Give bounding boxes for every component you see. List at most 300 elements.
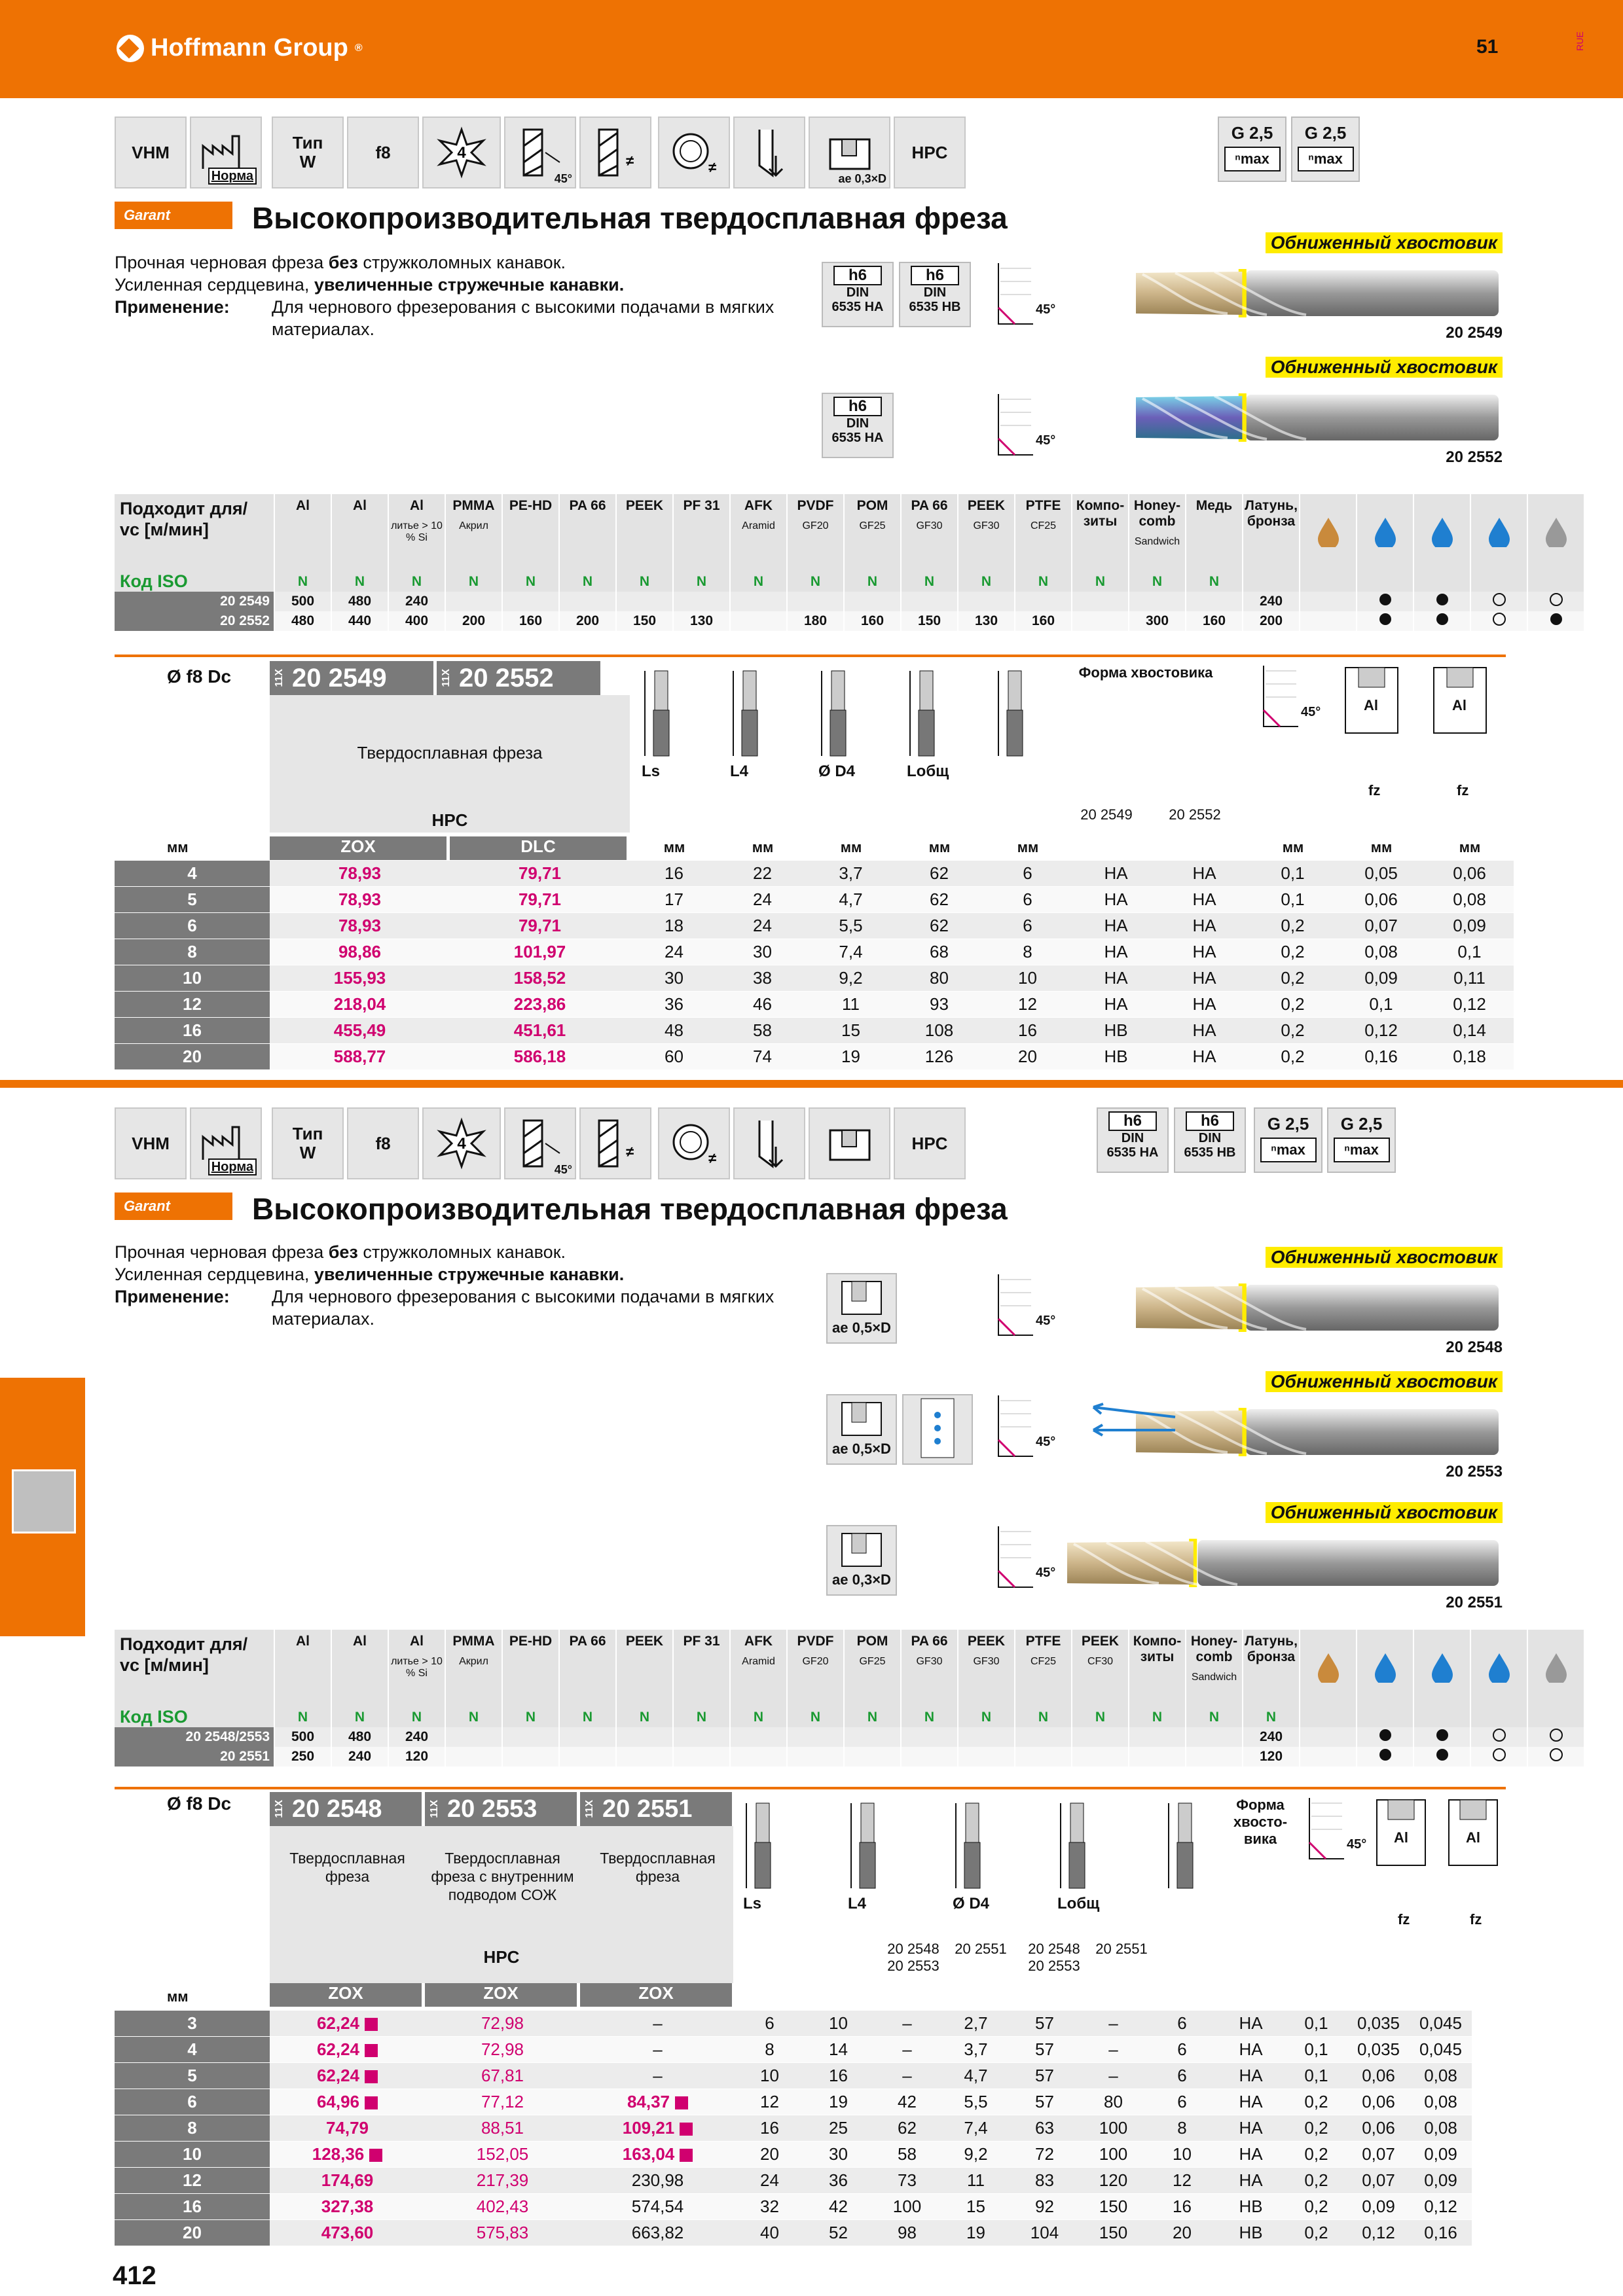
cell: HA <box>1072 887 1160 913</box>
hpc-label-1: HPC <box>431 810 468 830</box>
cell: 0,06 <box>1347 2089 1410 2115</box>
data-row <box>115 965 1514 992</box>
price-value: 402,43 <box>476 2197 529 2216</box>
material-sub: Aramid <box>742 520 775 531</box>
vc-value <box>958 1747 1015 1767</box>
cell: HB <box>1216 2194 1285 2220</box>
price-value: 327,38 <box>321 2197 374 2216</box>
data-row <box>115 939 1514 965</box>
vc-value <box>502 1727 559 1747</box>
cell: 0,1 <box>1285 2011 1347 2037</box>
material-name: Al <box>296 498 310 513</box>
sub-b-1: 20 2551 <box>955 1941 1007 1957</box>
language-code: RUE <box>1574 31 1585 51</box>
vc-value <box>502 592 559 611</box>
iso-code-9: N <box>787 571 844 592</box>
g-box-top: G 2,5 <box>1340 1114 1383 1134</box>
price-value: 84,37 <box>627 2092 670 2111</box>
col2-drawing-3 <box>1057 1797 1123 1921</box>
shank-din: DIN <box>846 416 869 431</box>
price-cell <box>425 2011 580 2037</box>
page-number: 51 <box>1476 36 1499 58</box>
cell: 15 <box>807 1018 895 1044</box>
cell: 0,12 <box>1337 1018 1425 1044</box>
hpc-label: HPC <box>894 117 966 188</box>
material-5 <box>559 494 616 571</box>
material-4 <box>502 494 559 571</box>
cell: 0,06 <box>1425 861 1514 887</box>
product2-name-0: Твердосплавная фреза <box>289 1850 405 1885</box>
cell: 72 <box>1010 2142 1079 2168</box>
article-header-0[interactable] <box>270 661 433 695</box>
cell: 0,2 <box>1249 1018 1337 1044</box>
cell: 0,14 <box>1425 1018 1514 1044</box>
cell: 0,035 <box>1347 2037 1410 2063</box>
mist-icon <box>1413 494 1470 571</box>
cell: 0,09 <box>1347 2194 1410 2220</box>
vc-cool-0 <box>1357 1727 1413 1747</box>
shank-h6: h6 <box>833 397 882 416</box>
vc-cool-1 <box>1413 592 1470 611</box>
price-cell <box>425 2142 580 2168</box>
material-sub: CF25 <box>1030 520 1057 531</box>
col-label: Ø D4 <box>818 762 856 780</box>
vc-cool-2 <box>1470 592 1527 611</box>
cell: 0,2 <box>1249 992 1337 1018</box>
application-row-2: Применение: Для чернового фрезерования с высокими подачами в мягких материалах. <box>115 1287 775 1329</box>
cell: 10 <box>115 965 270 992</box>
internal-coolant-icon <box>902 1394 973 1465</box>
material-name: PEEK <box>1081 1634 1120 1649</box>
tool-1 <box>1136 232 1503 344</box>
iso-code-5: N <box>559 1707 616 1727</box>
price-value: 88,51 <box>481 2118 524 2138</box>
size-cell: 5 <box>115 2063 270 2089</box>
vc-value: 400 <box>388 611 445 631</box>
angle-label: 45° <box>1301 705 1321 719</box>
cell: 30 <box>804 2142 873 2168</box>
cell: 92 <box>1010 2194 1079 2220</box>
stock-square-icon <box>365 2096 378 2109</box>
unit-1: мм <box>752 839 774 855</box>
cell: 0,09 <box>1410 2142 1472 2168</box>
iso-code-10: N <box>844 571 901 592</box>
article2-header-1[interactable] <box>425 1792 577 1826</box>
vc-cool-0 <box>1357 1747 1413 1767</box>
material-name: PA 66 <box>911 498 948 513</box>
cell: – <box>873 2063 941 2089</box>
iso-code-12: N <box>958 571 1015 592</box>
vc-cool-3 <box>1527 611 1584 631</box>
iso-label: Код ISO <box>115 571 274 592</box>
price-value: 663,82 <box>631 2223 684 2242</box>
unit2-label: мм <box>167 1988 189 2005</box>
unit-6: мм <box>1370 839 1393 855</box>
cell: 0,12 <box>1425 992 1514 1018</box>
mat-label-2: vc [м/мин] <box>120 520 209 539</box>
oil-drop-icon <box>1300 1630 1357 1707</box>
brand-logo[interactable] <box>117 34 363 62</box>
svg-text:≠: ≠ <box>625 1143 634 1160</box>
material-9 <box>787 494 844 571</box>
garant-badge-2: Garant <box>115 1193 232 1220</box>
price-value: 72,98 <box>481 2013 524 2033</box>
size-cell: 20 <box>115 2220 270 2246</box>
vc-value: 440 <box>331 611 388 631</box>
cell: 73 <box>873 2168 941 2194</box>
material-11 <box>901 1630 958 1707</box>
cell: 0,08 <box>1425 887 1514 913</box>
cell: 120 <box>1079 2168 1148 2194</box>
vc-value <box>1072 1747 1129 1767</box>
tool-shank-label: Обниженный хвостовик <box>1266 232 1503 253</box>
data-row <box>115 2011 1472 2037</box>
material-name: Al <box>353 1634 367 1649</box>
cell: – <box>873 2011 941 2037</box>
iso-code-16: N <box>1186 571 1243 592</box>
dia-label: Ø f8 Dc <box>167 666 232 687</box>
x-label: 11X <box>584 1800 595 1818</box>
iso-code-7: N <box>673 571 730 592</box>
tool-shank-label: Обниженный хвостовик <box>1266 1371 1503 1392</box>
optional-circle-icon <box>1493 1748 1506 1761</box>
price-cell <box>270 2063 425 2089</box>
brand-name: Hoffmann Group <box>151 34 348 62</box>
size-cell: 3 <box>115 2011 270 2037</box>
material-name: PMMA <box>452 498 495 513</box>
angle-45-icon-s2-1 <box>995 1394 1067 1460</box>
cell: 62 <box>873 2115 941 2142</box>
vc-value <box>1015 1727 1072 1747</box>
unit-4: мм <box>1017 839 1039 855</box>
cell: 12 <box>983 992 1072 1018</box>
price-value: 574,54 <box>631 2197 684 2216</box>
stock-square-icon <box>365 2044 378 2057</box>
col-drawing-3 <box>907 664 972 789</box>
material-sub: Акрил <box>459 520 488 531</box>
vc-value: 480 <box>331 592 388 611</box>
price-cell <box>580 2037 735 2063</box>
price-cell <box>270 2115 425 2142</box>
iso-label: Код ISO <box>115 1707 274 1727</box>
tool-body <box>1136 265 1503 321</box>
cell: 83 <box>1010 2168 1079 2194</box>
dry-icon <box>1470 1630 1527 1707</box>
cell: 150 <box>1079 2194 1148 2220</box>
cell: 6 <box>1148 2037 1216 2063</box>
cell: 0,045 <box>1410 2037 1472 2063</box>
cell: 11 <box>807 992 895 1018</box>
cell: 5,5 <box>807 913 895 939</box>
vc-value: 150 <box>901 611 958 631</box>
vc-value: 500 <box>274 1727 331 1747</box>
cell: 62 <box>895 887 983 913</box>
cell: HA <box>1072 861 1160 887</box>
ae-depth-icon <box>809 117 890 188</box>
cell: 24 <box>718 887 807 913</box>
cell: 0,09 <box>1410 2168 1472 2194</box>
unequal-pitch-icon-glyph <box>668 1117 720 1170</box>
cell: 0,09 <box>1425 913 1514 939</box>
suitable-dot-icon <box>1379 1749 1391 1761</box>
price-value: 163,04 <box>622 2144 675 2164</box>
cell: 62 <box>895 861 983 887</box>
material-10 <box>844 494 901 571</box>
price-cell <box>425 2168 580 2194</box>
section-separator <box>0 1080 1623 1088</box>
vc-value <box>1129 1727 1186 1747</box>
ae-label: ae 0,5×D <box>832 1319 891 1336</box>
cell: 48 <box>630 1018 718 1044</box>
article2-header-2[interactable] <box>580 1792 732 1826</box>
angle-label: 45° <box>1036 1566 1056 1580</box>
shank-std: 6535 HA <box>831 300 884 314</box>
size-cell: 12 <box>115 2168 270 2194</box>
data-row <box>115 1018 1514 1044</box>
material-2 <box>388 494 445 571</box>
emulsion-drop-icon <box>1357 494 1413 571</box>
slot-icon-glyph <box>824 1117 876 1170</box>
iso-code-6: N <box>616 1707 673 1727</box>
cell: 36 <box>630 992 718 1018</box>
iso-cool-3 <box>1470 1707 1527 1727</box>
x-label: 11X <box>429 1800 440 1818</box>
price-value: 77,12 <box>481 2092 524 2111</box>
article-header-1[interactable] <box>437 661 600 695</box>
material-name: PA 66 <box>569 498 606 513</box>
stock-square-icon <box>369 2149 382 2162</box>
slot-icon <box>809 1107 890 1179</box>
side-tab <box>0 1378 85 1636</box>
col-drawing-4 <box>995 664 1061 789</box>
section2-rows <box>115 2011 1472 2246</box>
material-sub: GF30 <box>973 1656 1000 1667</box>
cell: 63 <box>1010 2115 1079 2142</box>
col-label: Ø D4 <box>953 1895 990 1912</box>
vc-value <box>901 1727 958 1747</box>
material-1 <box>331 494 388 571</box>
vc-value <box>787 1747 844 1767</box>
price-cell <box>580 2194 735 2220</box>
material-name: PE-HD <box>509 498 553 513</box>
vc-value <box>1015 1747 1072 1767</box>
vc-value: 240 <box>1243 1727 1300 1747</box>
price-cell <box>425 2220 580 2246</box>
svg-text:4: 4 <box>457 144 466 162</box>
material-10 <box>844 1630 901 1707</box>
vc-value: 160 <box>1186 611 1243 631</box>
cell: 6 <box>115 913 270 939</box>
cell: 14 <box>804 2037 873 2063</box>
material-14 <box>1072 494 1129 571</box>
suitable-dot-icon <box>1550 613 1562 625</box>
iso-code-14: N <box>1072 571 1129 592</box>
cell: 0,12 <box>1347 2220 1410 2246</box>
fz-block-0 <box>1339 664 1417 798</box>
material-sub: GF30 <box>916 520 943 531</box>
fz-label: fz <box>1457 782 1469 798</box>
oil-drop-icon <box>1300 494 1357 571</box>
tool-shank-label: Обниженный хвостовик <box>1266 357 1503 378</box>
cell: 24 <box>718 913 807 939</box>
material-sub: Sandwich <box>1134 536 1180 547</box>
material-17 <box>1243 1630 1300 1707</box>
cell: 78,93 <box>270 861 450 887</box>
cell: 0,07 <box>1347 2168 1410 2194</box>
price-value: 62,24 <box>316 2066 360 2085</box>
iso-code-9: N <box>787 1707 844 1727</box>
section1-rows <box>115 861 1514 1070</box>
iso-cool-4 <box>1527 1707 1584 1727</box>
cell: 12 <box>1148 2168 1216 2194</box>
article2-header-0[interactable] <box>270 1792 422 1826</box>
cell: 6 <box>1148 2063 1216 2089</box>
cell: 7,4 <box>941 2115 1010 2142</box>
material-7 <box>673 494 730 571</box>
cell: 100 <box>1079 2115 1148 2142</box>
vc-value <box>1129 1747 1186 1767</box>
shank-form-label: Форма хвостовика <box>1078 664 1213 681</box>
cell: – <box>873 2037 941 2063</box>
iso-code-13: N <box>1015 1707 1072 1727</box>
iso-cool-2 <box>1413 1707 1470 1727</box>
cell: 0,08 <box>1410 2089 1472 2115</box>
cell: 6 <box>983 887 1072 913</box>
unequal-pitch-icon <box>658 1107 730 1179</box>
stock-square-icon <box>365 2070 378 2083</box>
cell: 0,12 <box>1410 2194 1472 2220</box>
unequal-helix-icon <box>579 1107 651 1179</box>
price-value: 74,79 <box>325 2118 369 2138</box>
price-cell <box>425 2194 580 2220</box>
data-row <box>115 2142 1472 2168</box>
material-name: Al <box>410 1634 424 1649</box>
suitable-dot-icon <box>1379 1729 1391 1741</box>
price-cell <box>580 2063 735 2089</box>
material-sub: GF25 <box>859 520 886 531</box>
unit-7: мм <box>1459 839 1481 855</box>
material-sub: CF25 <box>1030 1656 1057 1667</box>
price-value: 217,39 <box>476 2170 529 2190</box>
size-cell: 8 <box>115 2115 270 2142</box>
cell: 0,2 <box>1249 913 1337 939</box>
price-value: 67,81 <box>481 2066 524 2085</box>
cell: 68 <box>895 939 983 965</box>
suitable-dot-icon <box>1436 594 1448 605</box>
angle-label: 45° <box>1036 302 1056 317</box>
shank-din: DIN <box>1121 1131 1144 1145</box>
tool-3 <box>1136 1247 1503 1358</box>
material-14 <box>1072 1630 1129 1707</box>
coating2-2: ZOX <box>580 1983 732 2007</box>
cell: 57 <box>1010 2089 1079 2115</box>
material-name: Компо-зиты <box>1133 1634 1182 1664</box>
price-value: 473,60 <box>321 2223 374 2242</box>
article-number: 20 2551 <box>602 1795 693 1823</box>
iso-cool-1 <box>1357 1707 1413 1727</box>
fz2-block-0 <box>1372 1797 1440 1928</box>
price-value: 230,98 <box>631 2170 684 2190</box>
cell: 16 <box>983 1018 1072 1044</box>
material-name: PTFE <box>1025 1634 1061 1649</box>
tool-article: 20 2549 <box>1446 324 1503 342</box>
vc-value <box>616 592 673 611</box>
x-label: 11X <box>274 669 285 687</box>
cell: 42 <box>873 2089 941 2115</box>
price-value: – <box>653 2066 663 2085</box>
cell: 0,08 <box>1410 2115 1472 2142</box>
article-number: 20 2553 <box>447 1795 538 1823</box>
iso-code-8: N <box>730 1707 787 1727</box>
data-row <box>115 861 1514 887</box>
material-name: PEEK <box>625 498 664 513</box>
al-label: Al <box>1364 697 1378 713</box>
x-label: 11X <box>274 1800 285 1818</box>
section1-mat-table <box>115 494 1585 631</box>
vc-value: 240 <box>1243 592 1300 611</box>
data-row <box>115 1044 1514 1070</box>
cell: 40 <box>735 2220 804 2246</box>
cell: 30 <box>630 965 718 992</box>
cell: 0,1 <box>1285 2037 1347 2063</box>
cell: 24 <box>630 939 718 965</box>
vc-cool-3 <box>1527 1727 1584 1747</box>
vc-value <box>445 1727 502 1747</box>
vc-value <box>616 1727 673 1747</box>
angle-label: 45° <box>1036 1314 1056 1328</box>
vc-value: 120 <box>388 1747 445 1767</box>
cell: 5,5 <box>941 2089 1010 2115</box>
vc-value: 480 <box>274 611 331 631</box>
shank-box-0 <box>822 262 894 327</box>
g-box-0 <box>1254 1107 1322 1173</box>
cell: 8 <box>983 939 1072 965</box>
cell: HA <box>1216 2037 1285 2063</box>
sub-b-2: 20 2551 <box>1095 1941 1148 1957</box>
shank2-form-label: Форма хвосто-вика <box>1233 1797 1288 1847</box>
svg-text:≠: ≠ <box>625 152 634 169</box>
cell: 52 <box>804 2220 873 2246</box>
material-name: PEEK <box>967 1634 1006 1649</box>
material-13 <box>1015 1630 1072 1707</box>
price-cell <box>270 2011 425 2037</box>
helix-45-icon-glyph <box>514 126 566 179</box>
shank-std: 6535 HA <box>831 431 884 445</box>
vc-value: 150 <box>616 611 673 631</box>
price-cell <box>580 2168 735 2194</box>
vc-value <box>445 592 502 611</box>
iso-code-6: N <box>616 571 673 592</box>
material-name: AFK <box>744 1634 773 1649</box>
col-drawing-1 <box>730 664 795 789</box>
material-6 <box>616 494 673 571</box>
col2-drawing-4 <box>1165 1797 1231 1921</box>
cell: HA <box>1216 2063 1285 2089</box>
vc-value <box>1186 1727 1243 1747</box>
material-12 <box>958 1630 1015 1707</box>
material-name: PA 66 <box>569 1634 606 1649</box>
vc-value <box>958 592 1015 611</box>
plunge-icon-glyph <box>743 126 795 179</box>
vc-cool-2 <box>1470 1727 1527 1747</box>
data-row <box>115 2220 1472 2246</box>
cell: 93 <box>895 992 983 1018</box>
cell: 10 <box>735 2063 804 2089</box>
vc-cool-1 <box>1413 1727 1470 1747</box>
shank-h6: h6 <box>1108 1111 1157 1131</box>
brand-mark: ® <box>354 42 363 54</box>
plunge-icon <box>733 117 805 188</box>
